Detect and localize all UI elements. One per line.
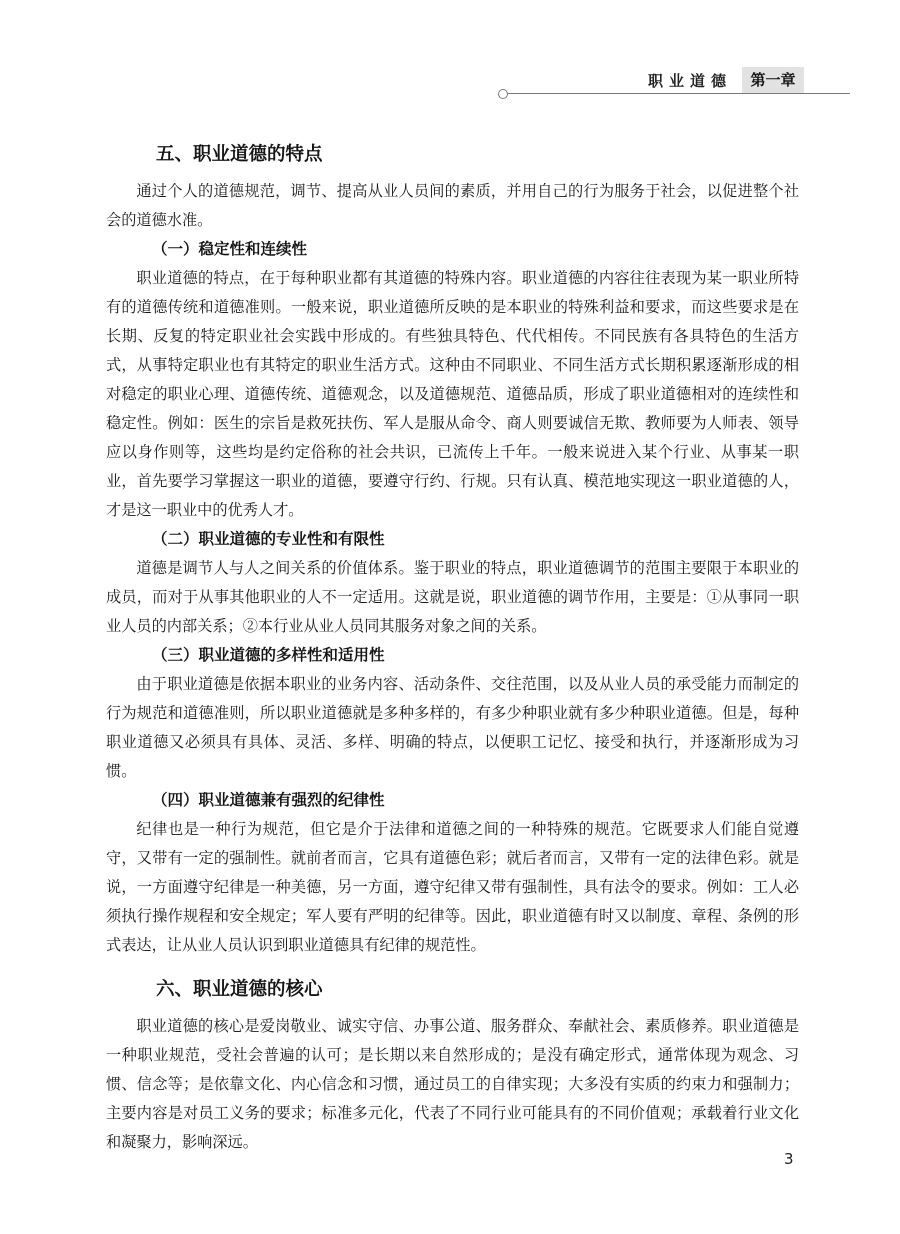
subsection-4-text: 纪律也是一种行为规范，但它是介于法律和道德之间的一种特殊的规范。它既要求人们能自觉遵守，又带有一定的强制性。就前者而言，它具有道德色彩；就后者而言，又带有一定的法律色彩。就是说，一方面遵守纪律是一种美德，另一方面，遵守纪律又带有强制性，具有法令的要求。例如：工人必须执行操作规程和安全规定；军人要有严明的纪律等。因此，职业道德有时又以制度、章程、条例的形式表达，让从业人员认识到职业道德具有纪律的规范性。 (106, 820, 799, 954)
book-title: 职业道德 (648, 72, 733, 90)
page-header (0, 0, 900, 100)
chapter-label: 第一章 (742, 67, 804, 93)
subsection-title-3: （三）职业道德的多样性和适用性 (152, 646, 385, 664)
page-body (106, 140, 799, 1157)
subsection-title-1: （一）稳定性和连续性 (152, 240, 308, 258)
subsection-2-text: 道德是调节人与人之间关系的价值体系。鉴于职业的特点，职业道德调节的范围主要限于本职业的成员，而对于从事其他职业的人不一定适用。这就是说，职业道德的调节作用，主要是：①从事同一职业人员的内部关系；②本行业从业人员同其服务对象之间的关系。 (106, 559, 799, 635)
subsection-1-text: 职业道德的特点，在于每种职业都有其道德的特殊内容。职业道德的内容往往表现为某一职业所特有的道德传统和道德准则。一般来说，职业道德所反映的是本职业的特殊利益和要求，而这些要求是在长期、反复的特定职业社会实践中形成的。有些独具特色、代代相传。不同民族有各具特色的生活方式，从事特定职业也有其特定的职业生活方式。这种由不同职业、不同生活方式长期积累逐渐形成的相对稳定的职业心理、道德传统、道德观念，以及道德规范、道德品质，形成了职业道德相对的连续性和稳定性。例如：医生的宗旨是救死扶伤、军人是服从命令、商人则要诚信无欺、教师要为人师表、领导应以身作则等，这些均是约定俗称的社会共识，已流传上千年。一般来说进入某个行业、从事某一职业，首先要学习掌握这一职业的道德，要遵守行约、行规。只有认真、模范地实现这一职业道德的人，才是这一职业中的优秀人才。 (106, 269, 799, 519)
section-5-intro: 通过个人的道德规范，调节、提高从业人员间的素质，并用自己的行为服务于社会，以促进整个社会的道德水准。 (106, 182, 799, 229)
section-6-intro: 职业道德的核心是爱岗敬业、诚实守信、办事公道、服务群众、奉献社会、素质修养。职业道德是一种职业规范，受社会普遍的认可；是长期以来自然形成的；是没有确定形式，通常体现为观念、习惯、信念等；是依靠文化、内心信念和习惯，通过员工的自律实现；大多没有实质的约束力和强制力；主要内容是对员工义务的要求；标准多元化，代表了不同行业可能具有的不同价值观；承载着行业文化和凝聚力，影响深远。 (106, 1017, 799, 1151)
section-title-6: 六、职业道德的核心 (156, 979, 323, 1000)
subsection-title-2: （二）职业道德的专业性和有限性 (152, 530, 385, 548)
header-rule (504, 93, 850, 94)
subsection-3-text: 由于职业道德是依据本职业的业务内容、活动条件、交往范围，以及从业人员的承受能力而制定的行为规范和道德准则，所以职业道德就是多种多样的，有多少种职业就有多少种职业道德。但是，每种职业道德又必须具有具体、灵活、多样、明确的特点，以便职工记忆、接受和执行，并逐渐形成为习惯。 (106, 675, 799, 780)
section-title-5: 五、职业道德的特点 (156, 144, 323, 165)
page-number: 3 (784, 1150, 794, 1168)
header-circle-ornament (498, 89, 508, 99)
subsection-title-4: （四）职业道德兼有强烈的纪律性 (152, 791, 385, 809)
